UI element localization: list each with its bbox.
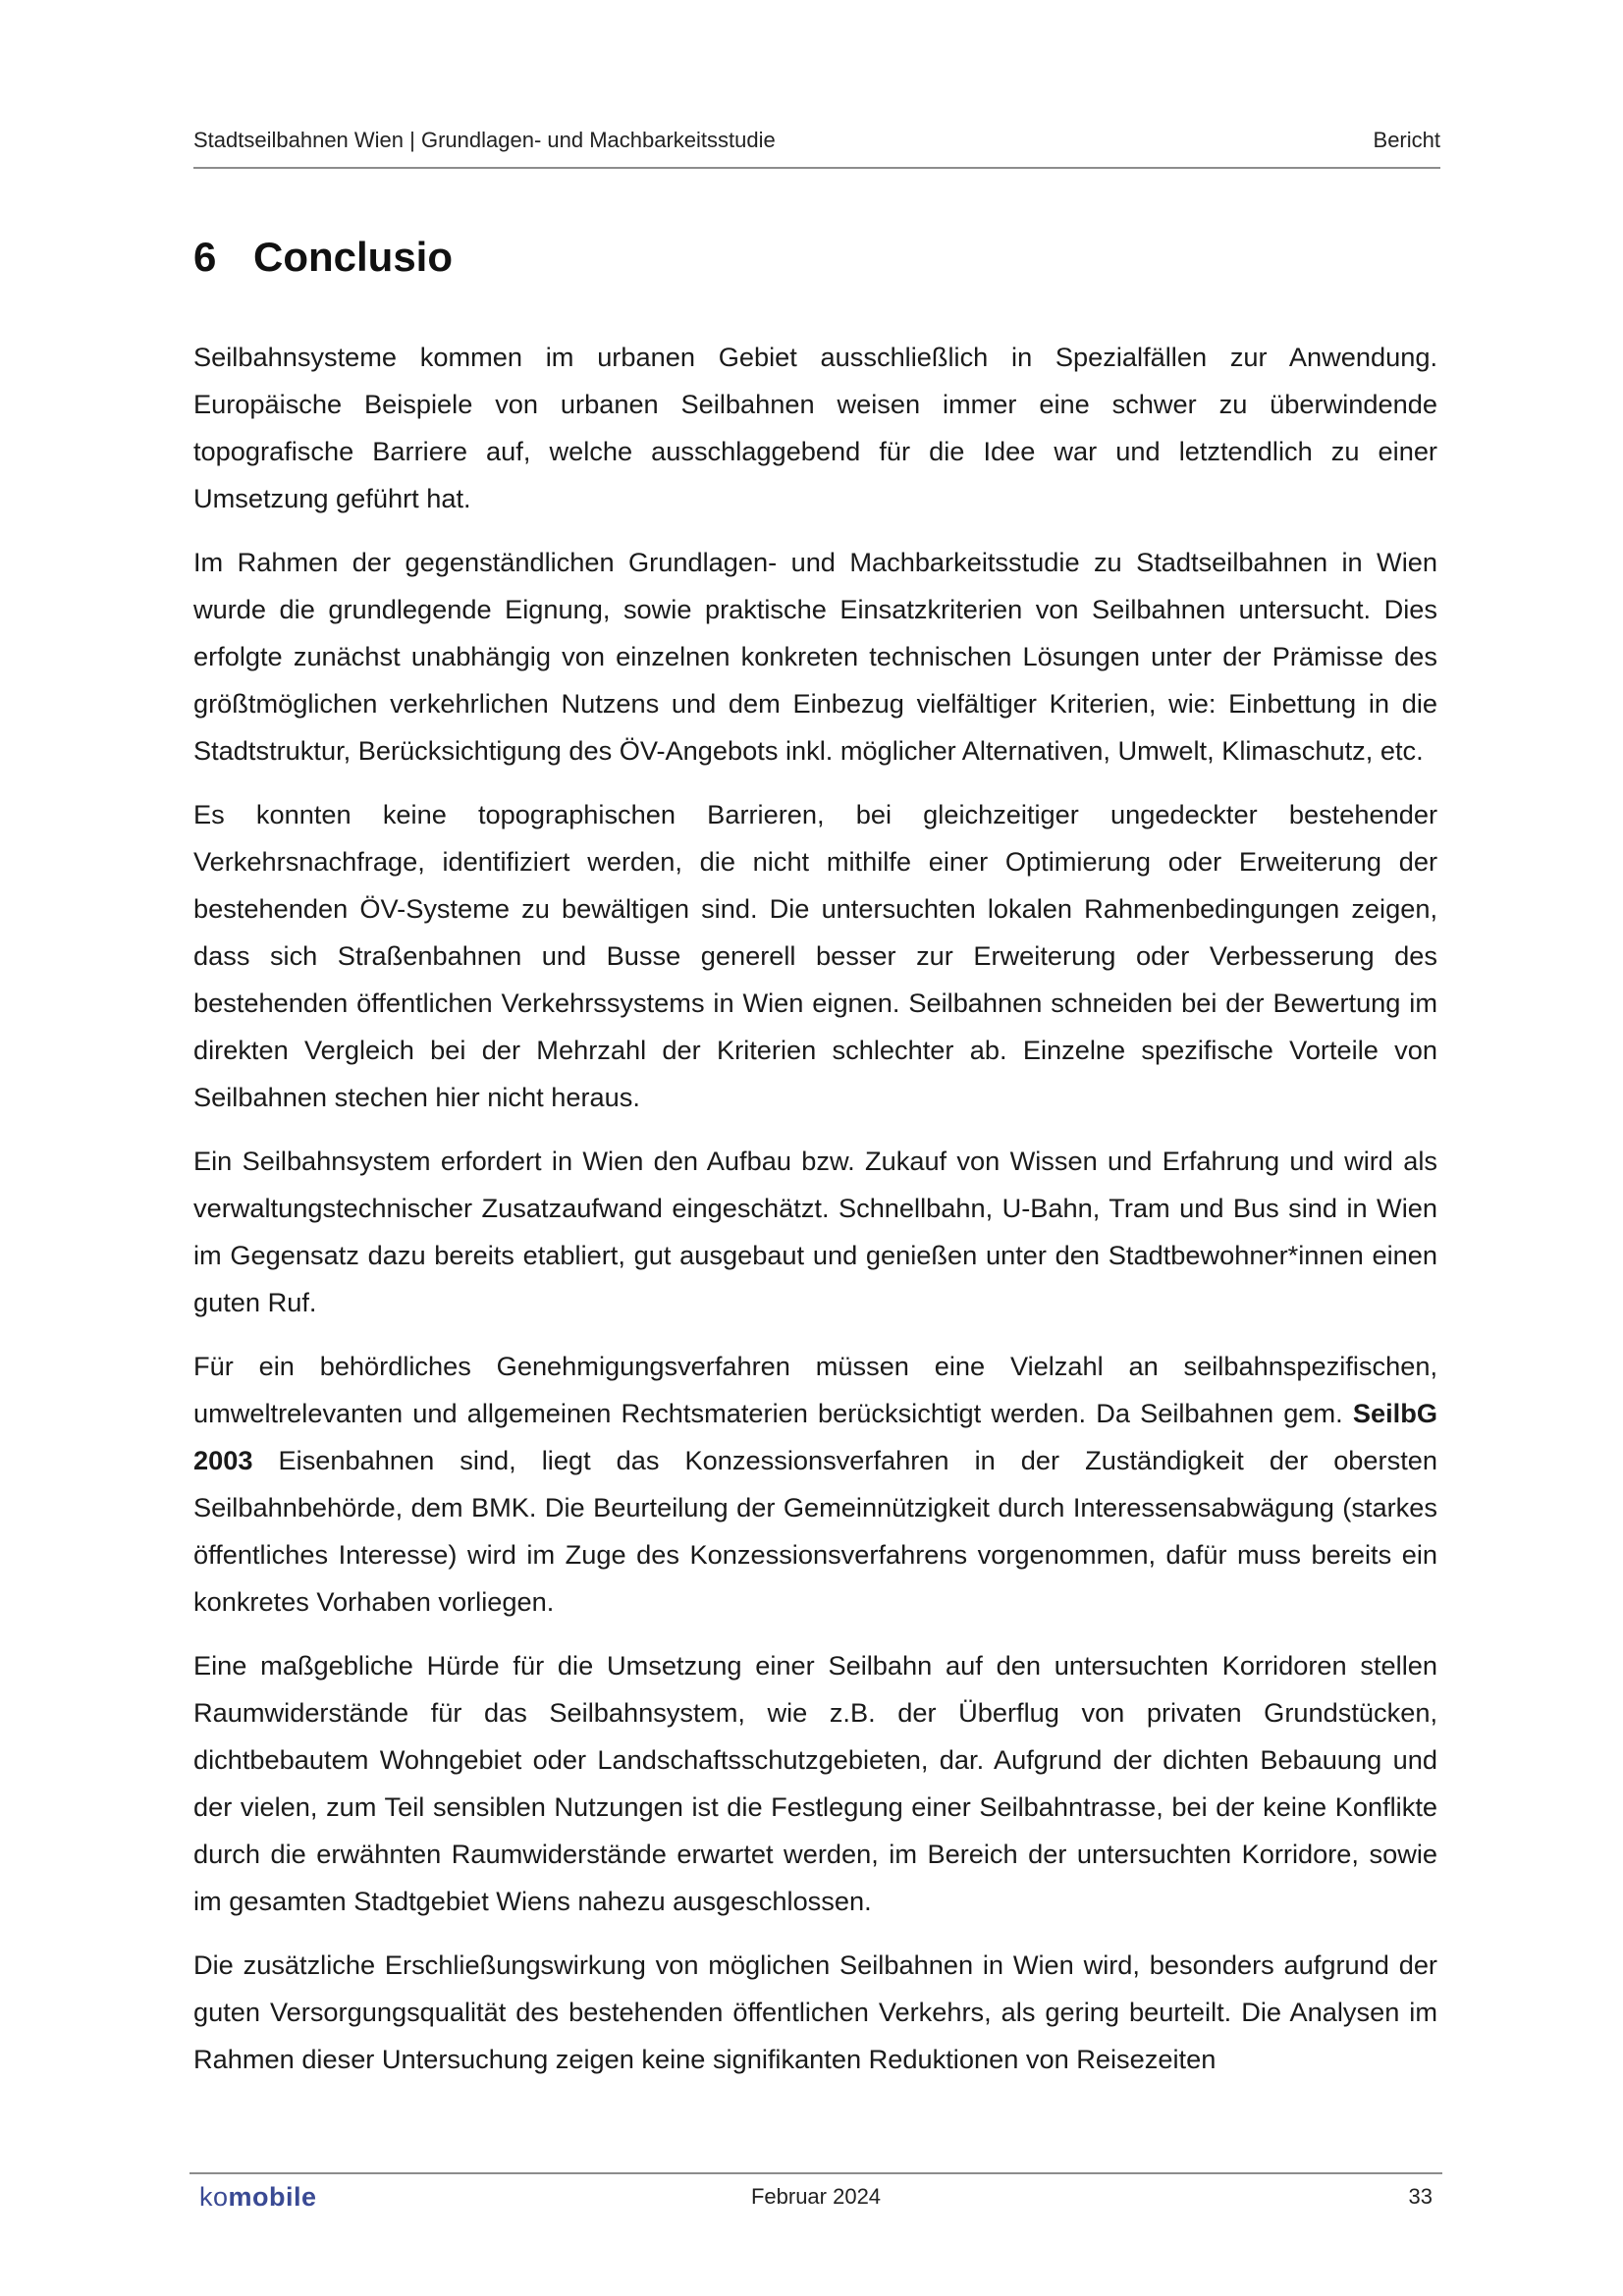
paragraph-5-start: Für ein behördliches Genehmigungsverfahren müssen eine Vielzahl an seilbahnspezifischen, umweltrelevanten und allgemeinen Rechtsmaterien berücksichtigt werden. Da Seilbahnen gem. <box>193 1351 1437 1428</box>
paragraph-5 <box>193 1343 1437 1626</box>
paragraph-2: Im Rahmen der gegenständlichen Grundlagen- und Machbarkeitsstudie zu Stadtseilbahnen in Wien wurde die grundlegende Eignung, sowie praktische Einsatzkriterien von Seilbahnen untersucht. Dies erfolgte zunächst unabhängig von einzelnen konkreten technischen Lösungen unter der Prämisse des größtmöglichen verkehrlichen Nutzens und dem Einbezug vielfältiger Kriterien, wie: Einbettung in die Stadtstruktur, Berücksichtigung des ÖV-Angebots inkl. möglicher Alternativen, Umwelt, Klimaschutz, etc. <box>193 547 1437 766</box>
chapter-title: Conclusio <box>253 234 454 280</box>
page-header <box>193 124 1440 169</box>
header-section-label: Bericht <box>1373 128 1440 152</box>
paragraph-7: Die zusätzliche Erschließungswirkung von möglichen Seilbahnen in Wien wird, besonders aufgrund der guten Versorgungsqualität des bestehenden öffentlichen Verkehrs, als gering beurteilt. Die Analysen im Rahmen dieser Untersuchung zeigen keine signifikanten Reduktionen von Reisezeiten <box>193 1949 1437 2074</box>
logo-bold: mobile <box>228 2182 317 2212</box>
page-footer <box>189 2172 1442 2214</box>
chapter-number: 6 <box>193 234 217 280</box>
chapter-heading <box>193 234 453 281</box>
law-reference: SeilbG 2003 <box>193 1398 1437 1475</box>
header-document-title: Stadtseilbahnen Wien | Grundlagen- und Machbarkeitsstudie <box>193 128 776 152</box>
body-text <box>193 334 1437 2100</box>
paragraph-4: Ein Seilbahnsystem erfordert in Wien den Aufbau bzw. Zukauf von Wissen und Erfahrung und wird als verwaltungstechnischer Zusatzaufwand eingeschätzt. Schnellbahn, U-Bahn, Tram und Bus sind in Wien im Gegensatz dazu bereits etabliert, gut ausgebaut und genießen unter den Stadtbewohner*innen einen guten Ruf. <box>193 1146 1437 1317</box>
footer-date: Februar 2024 <box>750 2184 882 2209</box>
page-number: 33 <box>1408 2184 1433 2209</box>
paragraph-6: Eine maßgebliche Hürde für die Umsetzung einer Seilbahn auf den untersuchten Korridoren stellen Raumwiderstände für das Seilbahnsystem, wie z.B. der Überflug von privaten Grundstücken, dichtbebautem Wohngebiet oder Landschaftsschutzgebieten, dar. Aufgrund der dichten Bebauung und der vielen, zum Teil sensiblen Nutzungen ist die Festlegung einer Seilbahntrasse, bei der keine Konflikte durch die erwähnten Raumwiderstände erwartet werden, im Bereich der untersuchten Korridore, sowie im gesamten Stadtgebiet Wiens nahezu ausgeschlossen. <box>193 1650 1437 1916</box>
paragraph-3: Es konnten keine topographischen Barrieren, bei gleichzeitiger ungedeckter bestehender Verkehrsnachfrage, identifiziert werden, die nicht mithilfe einer Optimierung oder Erweiterung der bestehenden ÖV-Systeme zu bewältigen sind. Die untersuchten lokalen Rahmenbedingungen zeigen, dass sich Straßenbahnen und Busse generell besser zur Erweiterung oder Verbesserung des bestehenden öffentlichen Verkehrssystems in Wien eignen. Seilbahnen schneiden bei der Bewertung im direkten Vergleich bei der Mehrzahl der Kriterien schlechter ab. Einzelne spezifische Vorteile von Seilbahnen stechen hier nicht heraus. <box>193 799 1437 1112</box>
paragraph-1: Seilbahnsysteme kommen im urbanen Gebiet ausschließlich in Spezialfällen zur Anwendung. Europäische Beispiele von urbanen Seilbahnen weisen immer eine schwer zu überwindende topografische Barriere auf, welche ausschlaggebend für die Idee war und letztendlich zu einer Umsetzung geführt hat. <box>193 342 1437 513</box>
logo-prefix: ko <box>199 2182 229 2212</box>
paragraph-5-end: Eisenbahnen sind, liegt das Konzessionsverfahren in der Zuständigkeit der obersten Seilbahnbehörde, dem BMK. Die Beurteilung der Gemeinnützigkeit durch Interessensabwägung (starkes öffentliches Interesse) wird im Zuge des Konzessionsverfahrens vorgenommen, dafür muss bereits ein konkretes Vorhaben vorliegen. <box>193 1445 1437 1617</box>
